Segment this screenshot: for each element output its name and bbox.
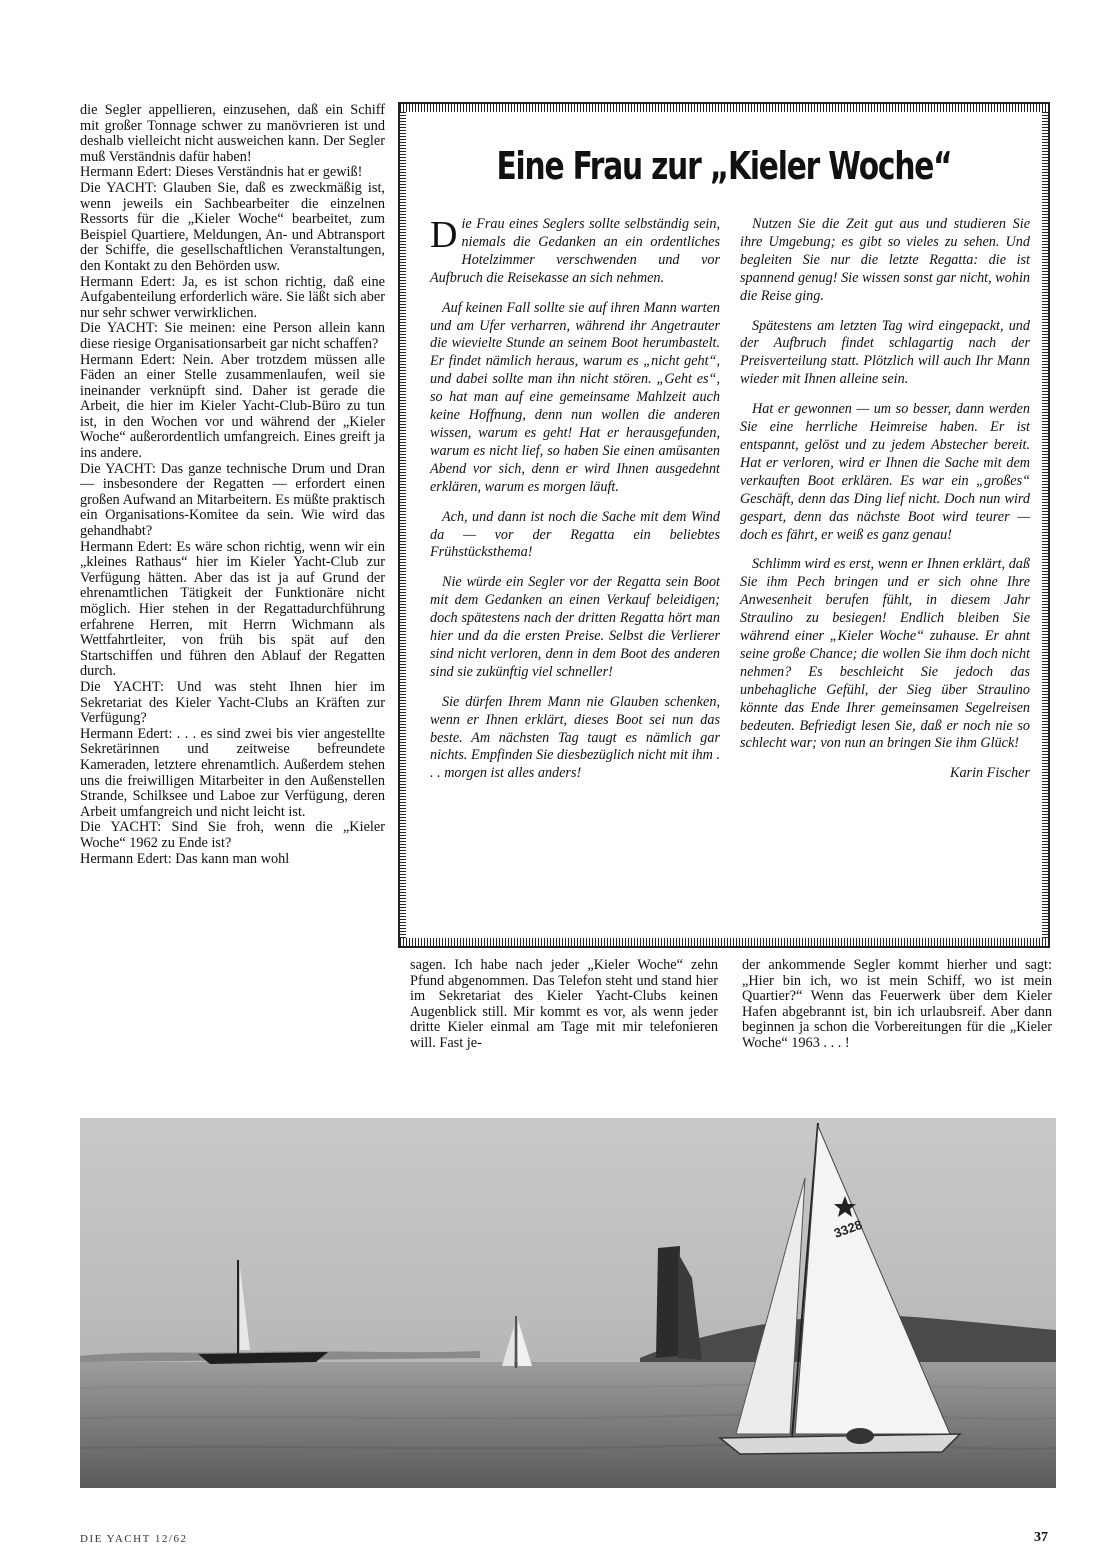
laboe-memorial-tower: [656, 1246, 680, 1358]
paragraph: Auf keinen Fall sollte sie auf ihren Mann warten und am Ufer verharren, während ihr Angetrauter die wievielte Stunde an seinem Boot herumbastelt. Er findet nämlich heraus, warum es „nicht geht“, und dabei sollte man ihn nicht stören. „Geht es“, so hat man auf eine gemeinsame Mahlzeit auch keine Hoffnung, denn nun wollen die anderen wissen, warum es geht! Hat er herausgefunden, warum es nicht lief, so haben Sie einen amüsanten Abend vor sich, denn er wird Ihnen ausgedehnt erklären, warum es morgen läuft.: [430, 299, 720, 495]
paragraph: Hermann Edert: Es wäre schon richtig, wenn wir ein „kleines Rathaus“ hier im Kieler Yacht-Club zur Verfügung hätten. Aber das ist ja auf Grund der ehrenamtlichen Tätigkeit der Funktionäre nicht möglich. Hier stehen in der Regattadurchführung erfahrene Herren, mit Herrn Wichmann als Wettfahrtleiter, von früh bis spät auf den Startschiffen und führen den Ablauf der Regatten durch.: [80, 538, 385, 680]
main-boat-hull: [720, 1434, 960, 1454]
decorative-border-bottom: [400, 938, 1048, 946]
sidebar-article-box: [398, 102, 1050, 948]
paragraph-text: ie Frau eines Seglers sollte selbständig sein, niemals die Gedanken an ein ordentliches Hotelzimmer verschwenden und vor Aufbruch die Reisekasse an sich nehmen.: [430, 216, 720, 286]
article-headline: Eine Frau zur „Kieler Woche“: [496, 144, 952, 188]
paragraph: Hermann Edert: Das kann man wohl: [80, 850, 290, 867]
paragraph: sagen. Ich habe nach jeder „Kieler Woche“ zehn Pfund abgenommen. Das Telefon steht und stand hier im Sekretariat des Kieler Yacht-Clubs keinen Augenblick still. Mir kommt es vor, als wenn jeder dritte Kieler einmal am Tage mit mir telefonieren will. Fast je-: [410, 957, 718, 1051]
interview-continuation-b: [742, 958, 1052, 1052]
sailor: [846, 1428, 874, 1444]
page-number: 37: [1034, 1530, 1048, 1545]
paragraph: Hermann Edert: . . . es sind zwei bis vier angestellte Sekretärinnen und zeitweise befreundete Kameraden, letztere ehrenamtlich. Außerdem stehen uns die freiwilligen Mitarbeiter in den Außenstellen Strande, Schilksee und Laboe zur Verfügung, deren Arbeit umfangreich und nicht leicht ist.: [80, 725, 385, 820]
article-column-b: [740, 216, 1030, 795]
paragraph: Hermann Edert: Nein. Aber trotzdem müssen alle Fäden an einer Stelle zusammenlaufen, weil sie ineinander verknüpft sind. Daher ist gerade die Arbeit, die hier im Kieler Yacht-Club-Büro zu tun ist, in den Wochen vor und während der „Kieler Woche“ außerordentlich umfangreich. Eines greift ja ins andere.: [80, 351, 385, 462]
paragraph: Sie dürfen Ihrem Mann nie Glauben schenken, wenn er Ihnen erklärt, dieses Boot sei nun das beste. Am nächsten Tag taugt es nämlich gar nichts. Empfinden Sie diesbezüglich nicht mit ihm . . . morgen ist alles anders!: [430, 693, 720, 782]
paragraph: der ankommende Segler kommt hierher und sagt: „Hier bin ich, wo ist mein Schiff, wo ist mein Quartier?“ Wenn das Feuerwerk über dem Kieler Hafen abgebrannt ist, bin ich urlaubsreif. Aber dann beginnen ja schon die Vorbereitungen für die „Kieler Woche“ 1963 . . . !: [742, 957, 1052, 1051]
paragraph: Hermann Edert: Ja, es ist schon richtig, daß eine Aufgabenteilung erforderlich wäre. Sie läßt sich aber nur sehr schwer verwirklichen.: [80, 273, 385, 321]
paragraph: Die YACHT: Sie meinen: eine Person allein kann diese riesige Organisationsarbeit gar nicht schaffen?: [80, 320, 385, 352]
article-column-a: [430, 216, 720, 795]
paragraph-first: [430, 216, 720, 288]
paragraph: die Segler appellieren, einzusehen, daß ein Schiff mit großer Tonnage schwer zu manövrieren ist und deshalb vielleicht nicht ausweichen kann. Der Segler muß Verständnis dafür haben!: [80, 102, 385, 165]
paragraph: Die YACHT: Glauben Sie, daß es zweckmäßig ist, wenn jeweils ein Sachbearbeiter die einzelnen Ressorts für die „Kieler Woche“ bearbeitet, zum Beispiel Quartiere, Meldungen, An- und Abtransport der Schiffe, die gesellschaftlichen Veranstaltungen, den Kontakt zu den Behörden usw.: [80, 179, 385, 274]
paragraph: Nie würde ein Segler vor der Regatta sein Boot mit dem Gedanken an einen Verkauf beleidigen; doch spätestens nach der dritten Regatta hört man hier und da die ersten Preise. Selbst die Verlierer sind nicht verloren, denn in dem Boot des anderen sind sie zukünftig viel schneller!: [430, 574, 720, 680]
drop-cap: D: [430, 214, 458, 256]
paragraph: Hat er gewonnen — um so besser, dann werden Sie eine herrliche Heimreise haben. Er ist entspannt, gelöst und zu jedem Abstecher bereit. Hat er verloren, wird er Ihnen die Sache mit dem verkauften Boot erklären. Es war ein „großes“ Geschäft, denn das Ding lief nicht. Doch nun wird gespart, denn das nächste Boot wird teurer — doch es fährt, er weiß es ganz genau!: [740, 401, 1030, 543]
paragraph: Ach, und dann ist noch die Sache mit dem Wind da — vor der Regatta ein beliebtes Frühstücksthema!: [430, 508, 720, 561]
paragraph: Die YACHT: Und was steht Ihnen hier im Sekretariat des Kieler Yacht-Clubs an Kräften zur Verfügung?: [80, 678, 385, 727]
paragraph: Nutzen Sie die Zeit gut aus und studieren Sie ihre Umgebung; es gibt so vieles zu sehen. Und begleiten Sie nur die letzte Regatta: die ist spannend genug! Sie wissen sonst gar nicht, wohin die Reise ging.: [740, 216, 1030, 304]
decorative-border-top: [400, 104, 1048, 112]
paragraph: Hermann Edert: Dieses Verständnis hat er gewiß!: [80, 164, 363, 181]
interview-continuation-a: [410, 958, 718, 1052]
paragraph: Schlimm wird es erst, wenn er Ihnen erklärt, daß Sie ihm Pech bringen und er sich ohne Ihre Anwesenheit berufen fühlt, in diesem Jahr Straulino zu besiegen! Endlich bleiben Sie während einer „Kieler Woche“ zuhause. Er ahnt seine große Chance; die wollen Sie ihm doch nicht nehmen? Es beschleicht Sie jedoch das unbehagliche Gefühl, der Sieg über Straulino könnte das Ende Ihrer gemeinsamen Segelreisen bedeuten. Befriedigt lesen Sie, daß er noch nie so schlecht war; von nun an bringen Sie ihm Glück!: [740, 556, 1030, 752]
interview-column-left: [80, 103, 385, 867]
paragraph: Die YACHT: Das ganze technische Drum und Dran — insbesondere der Regatten — erfordert einen großen Aufwand an Mitarbeitern. Es müßte praktisch ein Organisations-Komitee da sein. Wie wird das gehandhabt?: [80, 460, 385, 540]
regatta-photo: [80, 1118, 1056, 1488]
paragraph: Spätestens am letzten Tag wird eingepackt, und der Aufbruch findet schlagartig nach der Preisverteilung statt. Plötzlich will auch Ihr Mann wieder mit Ihnen alleine sein.: [740, 317, 1030, 388]
author-signature: Karin Fischer: [950, 765, 1030, 782]
decorative-border-left: [400, 112, 406, 938]
sail-number: 3328: [831, 1216, 865, 1241]
decorative-border-right: [1042, 112, 1048, 938]
paragraph: Die YACHT: Sind Sie froh, wenn die „Kieler Woche“ 1962 zu Ende ist?: [80, 819, 385, 851]
magazine-footer: DIE YACHT 12/62: [80, 1533, 188, 1545]
